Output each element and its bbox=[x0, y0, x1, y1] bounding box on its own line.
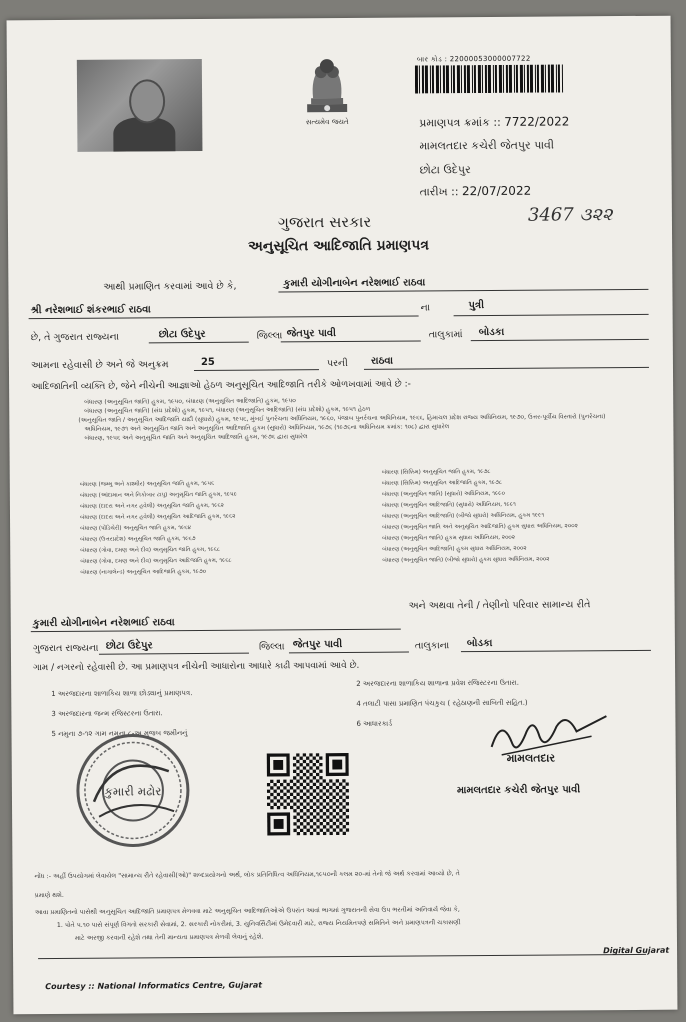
courtesy-label: Courtesy :: National Informatics Centre, Gujarat bbox=[45, 980, 263, 992]
taluka-2-label: તાલુકાના bbox=[414, 640, 450, 652]
residence-prefix: અને અથવા તેની / તેણીનો પરિવાર સામાન્ય રીતે bbox=[408, 599, 591, 612]
relation: પુત્રી bbox=[468, 300, 485, 312]
caste: રાઠવા bbox=[370, 355, 394, 367]
legal-paragraph bbox=[78, 394, 606, 443]
order-item: બંધારણ (સિક્કિમ) અનુસૂચિત આદિજાતિ હુકમ, ૧૯૭૮ bbox=[381, 479, 503, 487]
legal-line: (અનુસૂચિત જાતિ / અનુસૂચિત આદિજાતિ યાદી (સુધારો) હુકમ, ૧૯૫૬, મુંબઈ પુનર્રચના અધિનિયમ, ૧૯૬૦, પંજાબ પુનર્રચના અધિનિયમ, ૧૯૬૬, હિમાચલ પ્રદેશ રાજ્ય અધિનિયમ, ૧૯૭૦, ઉત્તર-પૂર્વીય વિસ્તારો (પુનર્રચના) bbox=[78, 413, 606, 424]
order-item: બંધારણ (આંદામાન અને નિકોબાર ટાપુ) અનુસૂચિત જાતિ હુકમ, ૧૯૫૯ bbox=[79, 491, 238, 499]
underline bbox=[29, 315, 419, 319]
order-item: બંધારણ (અનુસૂચિત જાતિ) (બીજો સુધારો) હુકમ સુધારા અધિનિયમ, ૨૦૦૨ bbox=[382, 556, 550, 564]
photo-face-shape bbox=[129, 79, 165, 123]
order-item: બંધારણ (નાગાલેન્ડ) અનુસૂચિત આદિજાતિ હુકમ, ૧૯૭૦ bbox=[80, 568, 207, 576]
underline bbox=[278, 289, 648, 293]
underline bbox=[149, 342, 249, 344]
signatory-title: મામલતદાર bbox=[506, 751, 556, 765]
legal-line: બંધારણ, ૧૯૫૬ અને અનુસૂચિત જાતિ અને અનુસૂચિત આદિજાતિ હુકમ, ૧૯૭૬ દ્વારા સુધારેલ bbox=[84, 433, 308, 442]
underline bbox=[454, 314, 649, 316]
order-item: બંધારણ (અનુસૂચિત આદિજાતિ) (સુધારો) અધિનિયમ, ૧૯૯૧ bbox=[381, 501, 516, 509]
document-item: 1 અરજદારના શાળાકિય શાળા છોડ્યાનું પ્રમાણપત્ર. bbox=[51, 689, 193, 699]
order-item: બંધારણ (ગોવા, દમણ અને દીવ) અનુસૂચિત આદિજાતિ હુકમ, ૧૯૬૮ bbox=[80, 557, 232, 565]
order-item: બંધારણ (ઉત્તરપ્રદેશ) અનુસૂચિત જાતિ હુકમ, ૧૯૬૭ bbox=[80, 536, 196, 543]
issue-date-label: તારીખ :: bbox=[419, 185, 459, 199]
barcode-icon bbox=[415, 64, 563, 93]
underline bbox=[99, 653, 249, 655]
footer-divider bbox=[38, 954, 646, 959]
caste-label: પરની bbox=[326, 357, 348, 370]
village-2: છોટા ઉદેપુર bbox=[105, 640, 153, 652]
order-item: બંધારણ (અનુસૂચિત આદિજાતિ) (બીજો સુધારો) અધિનિયમ, હુકમ ૧૯૯૧ bbox=[381, 512, 545, 520]
serial-prefix: આમના રહેવાસી છે અને જે અનુક્રમ bbox=[30, 359, 169, 372]
district: જેતપુર પાવી bbox=[286, 328, 337, 340]
underline bbox=[461, 650, 651, 652]
underline bbox=[289, 652, 409, 654]
document-item: 5 નમુના ૭-૧૨ ગામ નમુના ૮-અ મુજબ જમીનનું bbox=[51, 729, 188, 739]
legal-line: અધિનિયમ, ૧૯૭૧ અને અનુસૂચિત જાતિ અને અનુસૂચિત આદિજાતિ હુકમ (સુધારો) અધિનિયમ, ૧૯૭૬ (૧૯૭૬ના અધિનિયમ ક્રમાંક: ૧૦૮) દ્વારા સુધારેલ bbox=[84, 423, 450, 433]
father-name: શ્રી નરેશભાઈ શંકરભાઈ રાઠવા bbox=[30, 304, 151, 317]
note-line: નોંધ :- અહીં ઉપયોગમાં લેવાયેલ "સામાન્ય રીતે રહેવાસી(ઓ)" શબ્દપ્રયોગનો અર્થ, લોક પ્રતિનિધિત્વ અધિનિયમ,૧૯૫૦ની કલમ ૨૦-માં તેનો જે અર્થ કરવામાં આવ્યો છે, તે bbox=[34, 870, 460, 881]
document-item: 2 અરજદારના શાળાકિય શાળાના પ્રવેશ રજિસ્ટરના ઉતારા. bbox=[356, 678, 520, 688]
order-item: બંધારણ (અનુસૂચિત જાતિ) હુકમ સુધારા અધિનિયમ, ૨૦૦૨ bbox=[382, 534, 516, 542]
underline bbox=[364, 367, 649, 370]
document-item: 3 અરજદારના જન્મ રજિસ્ટરના ઉતારા. bbox=[51, 709, 163, 719]
applicant-name-2: કુમારી યોગીનાબેન નરેશભાઈ રાઠવા bbox=[32, 617, 175, 630]
note-line: પ્રમાણે થશે. bbox=[34, 891, 64, 900]
issue-date-row bbox=[420, 184, 532, 200]
declaration: આદિજાતિની વ્યક્તિ છે, જેને નીચેની આજ્ઞાઓ હેઠળ અનુસૂચિત આદિજાતિ તરીકે ઓળખવામાં આવે છે :- bbox=[31, 379, 411, 393]
government-title: ગુજરાત સરકાર bbox=[277, 212, 372, 232]
certify-prefix: આથી પ્રમાણિત કરવામાં આવે છે કે, bbox=[103, 280, 237, 293]
taluka-label: તાલુકામાં bbox=[428, 329, 463, 341]
cert-number-label: પ્રમાણપત્ર ક્રમાંક :: bbox=[419, 115, 501, 130]
handwritten-number: 3467 ૩૨૨ bbox=[527, 204, 613, 226]
serial-number: 25 bbox=[200, 356, 215, 368]
document-item: 4 તલાટી પાસા પ્રમાણિત પંચકુચ ( રહેઠાણની સાબિતી સહિત.) bbox=[356, 698, 528, 708]
order-item: બંધારણ (અનુસૂચિત જાતિ અને અનુસૂચિત આદિજાતિ) હુકમ સુધારા અધિનિયમ, ૨૦૦૨ bbox=[382, 523, 578, 531]
cert-number-row bbox=[419, 114, 569, 130]
seal-text: કુમારી મઢોર bbox=[104, 784, 162, 799]
official-seal-icon bbox=[74, 731, 193, 850]
document-item: 6 આધારકાર્ડ bbox=[356, 719, 393, 728]
issue-date: 22/07/2022 bbox=[461, 183, 532, 199]
village: છોટા ઉદેપુર bbox=[158, 328, 206, 341]
certificate-title: અનુસૂચિત આદિજાતિ પ્રમાણપત્ર bbox=[248, 237, 429, 255]
district-label: જિલ્લા bbox=[256, 330, 283, 342]
underline bbox=[281, 340, 421, 342]
underline bbox=[31, 629, 401, 633]
order-item: બંધારણ (જમ્મુ અને કાશ્મીર) અનુસૂચિત જાતિ હુકમ, ૧૯૫૬ bbox=[79, 480, 215, 488]
qr-code-icon bbox=[267, 753, 350, 836]
order-item: બંધારણ (દાદરા અને નગર હવેલી) અનુસૂચિત જાતિ હુકમ, ૧૯૬૨ bbox=[79, 502, 224, 510]
note-line: 1. પોતે પ.૧૦ પાસે સંપૂર્ણ વિગતો સરકારી સેવામાં, 2. સરકારી નોકરીમાં, 3. યુનિવર્સિટીમાં ઉમેદવારી માટે, રાજ્ય નિયમિતપણે સમિતિને અને પ્રમાણપત્રની ચકાસણી bbox=[56, 919, 461, 930]
issuing-office: મામલતદાર કચેરી જેતપુર પાવી bbox=[419, 138, 555, 153]
district-2-label: જિલ્લા bbox=[258, 641, 285, 653]
national-emblem-icon bbox=[299, 48, 356, 120]
barcode-number: બાર કોડ : 22000053000007722 bbox=[416, 54, 531, 64]
certificate-sheet bbox=[7, 16, 678, 1015]
order-item: બંધારણ (ગોવા, દમણ અને દીવ) અનુસૂચિત જાતિ હુકમ, ૧૯૬૮ bbox=[80, 546, 221, 554]
relation-prefix: ના bbox=[420, 302, 431, 314]
legal-line: બંધારણ (અનુસૂચિત જાતિ) હુકમ, ૧૯૫૦, બંધારણ (અનુસૂચિત આદિજાતિ) હુકમ, ૧૯૫૦ bbox=[84, 397, 296, 406]
village-2-prefix: ગુજરાત રાજ્યના bbox=[32, 642, 99, 655]
issuing-district: છોટા ઉદેપુર bbox=[419, 163, 471, 177]
place-prefix: છે, તે ગુજરાત રાજ્યના bbox=[30, 331, 119, 344]
order-item: બંધારણ (સિક્કિમ) અનુસૂચિત જાતિ હુકમ, ૧૯૭૮ bbox=[381, 468, 491, 476]
note-line: આવા પ્રમાણિતનો પાસેથી અનુસૂચિત આદિજાતિ પ્રમાણપત્ર મેળવવા માટે અનુસૂચિત આદિજાતિઓએ ઉપરાંત આવાં ભાગમાં ગુજરાતની સેવા ઉપ ભરતીમાં અનિવાર્ય જેવા કે, bbox=[34, 906, 460, 917]
order-item: બંધારણ (દાદરા અને નગર હવેલી) અનુસૂચિત આદિજાતિ હુકમ, ૧૯૬૨ bbox=[79, 513, 236, 521]
orders-left-column bbox=[80, 479, 238, 579]
taluka: બોડકા bbox=[478, 326, 505, 339]
orders-right-column bbox=[382, 466, 578, 566]
taluka-2: બોડકા bbox=[466, 637, 493, 650]
underline bbox=[471, 339, 649, 341]
underline bbox=[194, 369, 319, 371]
notes-block bbox=[34, 867, 460, 945]
issued-basis-line: ગામ / નગરનો રહેવાસી છે. આ પ્રમાણપત્ર નીચેની આધારોના આધારે કાઢી આપવામાં આવે છે. bbox=[33, 660, 360, 674]
emblem-caption: સત્યમેવ જયતે bbox=[305, 117, 349, 127]
signatory-office: મામલતદાર કચેરી જેતપુર પાવી bbox=[456, 784, 581, 797]
district-2: જેતપુર પાવી bbox=[292, 639, 343, 651]
note-line: માટે અરજી કરવાની રહેશે તથા તેની માન્યતા પ્રમાણપત્ર મેળવી લેવાનું રહેશે. bbox=[74, 933, 264, 942]
cert-number: 7722/2022 bbox=[504, 114, 570, 129]
applicant-name: કુમારી યોગીનાબેન નરેશભાઈ રાઠવા bbox=[283, 277, 426, 290]
order-item: બંધારણ (અનુસૂચિત આદિજાતિ) હુકમ સુધારા અધિનિયમ, ૨૦૦૨ bbox=[382, 545, 527, 553]
order-item: બંધારણ (અનુસૂચિત જાતિ) (સુધારો) અધિનિયમ, ૧૯૯૦ bbox=[381, 490, 505, 498]
order-item: બંધારણ (પોંડિચેરી) અનુસૂચિત જાતિ હુકમ, ૧૯૬૪ bbox=[80, 525, 191, 532]
applicant-photo bbox=[77, 59, 203, 152]
digital-gujarat-label: Digital Gujarat bbox=[603, 945, 670, 956]
legal-line: બંધારણ (અનુસૂચિત જાતિ) (સંઘ પ્રદેશો) હુકમ, ૧૯૫૧, બંધારણ (અનુસૂચિત આદિજાતિ) (સંઘ પ્રદેશો) હુકમ, ૧૯૫૧ હેઠળ bbox=[84, 405, 371, 415]
